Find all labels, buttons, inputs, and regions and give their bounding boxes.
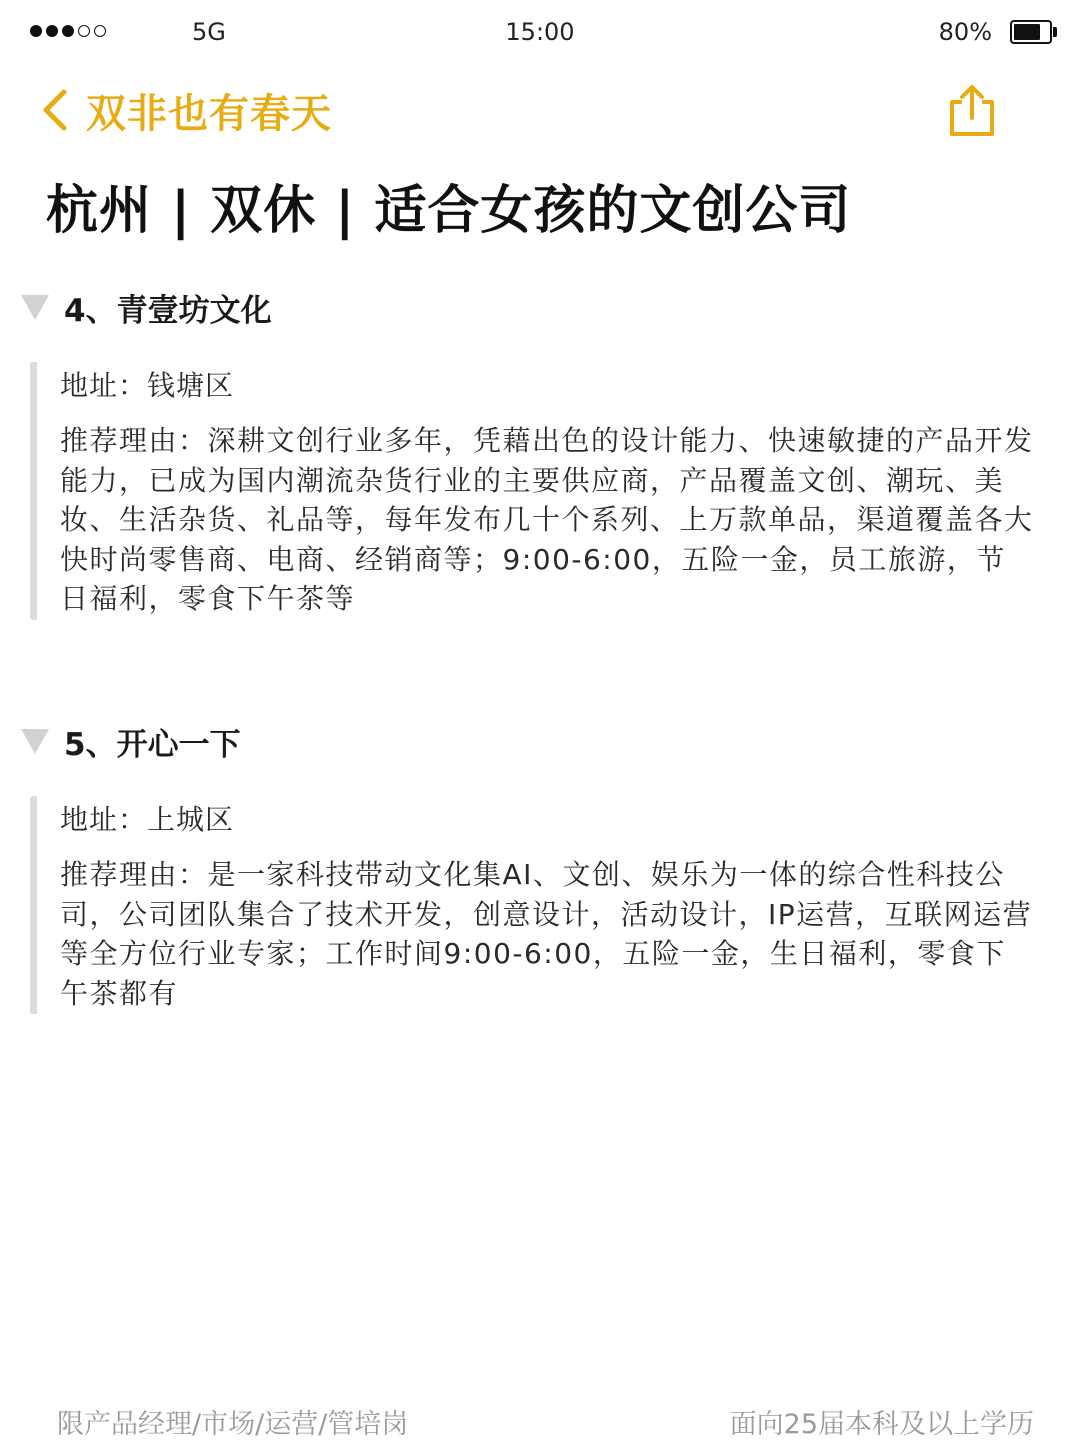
collapse-triangle-icon — [20, 727, 50, 755]
battery-cap — [1053, 27, 1057, 37]
battery-level-fill — [1014, 24, 1040, 40]
status-bar — [0, 0, 1080, 66]
share-icon[interactable] — [946, 82, 998, 138]
section-header-qingyifang[interactable] — [20, 282, 272, 332]
section-heading: 4、青壹坊文化 — [64, 292, 272, 329]
back-button[interactable] — [38, 82, 332, 138]
status-time: 15:00 — [505, 18, 575, 46]
section-reason: 推荐理由：深耕文创行业多年，凭藉出色的设计能力、快速敏捷的产品开发能力，已成为国内潮流杂货行业的主要供应商，产品覆盖文创、潮玩、美妆、生活杂货、礼品等，每年发布几十个系列、上万款单品，渠道覆盖各大快时尚零售商、电商、经销商等；9:00-6:00，五险一金，员工旅游，节日福利，零食下午茶等 — [60, 424, 1034, 615]
section-heading: 5、开心一下 — [64, 726, 241, 763]
page-title: 杭州 | 双休 | 适合女孩的文创公司 — [46, 181, 852, 241]
footer-position-note: 限产品经理/市场/运营/管培岗 — [57, 1409, 409, 1440]
footer-education-note: 面向25届本科及以上学历 — [729, 1409, 1034, 1440]
network-type: 5G — [192, 18, 226, 46]
section-address: 地址：上城区 — [60, 803, 235, 836]
section-reason: 推荐理由：是一家科技带动文化集AI、文创、娱乐为一体的综合性科技公司，公司团队集合了技术开发，创意设计，活动设计，IP运营，互联网运营等全方位行业专家；工作时间9:00-6:00，五险一金，生日福利，零食下午茶都有 — [60, 858, 1033, 1010]
section-body-qingyifang — [30, 362, 1040, 620]
back-label: 双非也有春天 — [86, 90, 332, 137]
battery-percent: 80% — [938, 18, 992, 46]
section-body-kaixinyixia — [30, 796, 1040, 1014]
section-header-kaixinyixia[interactable] — [20, 716, 241, 766]
chevron-left-icon — [38, 86, 72, 134]
collapse-triangle-icon — [20, 293, 50, 321]
section-address: 地址：钱塘区 — [60, 369, 235, 402]
battery-icon — [1010, 20, 1052, 44]
